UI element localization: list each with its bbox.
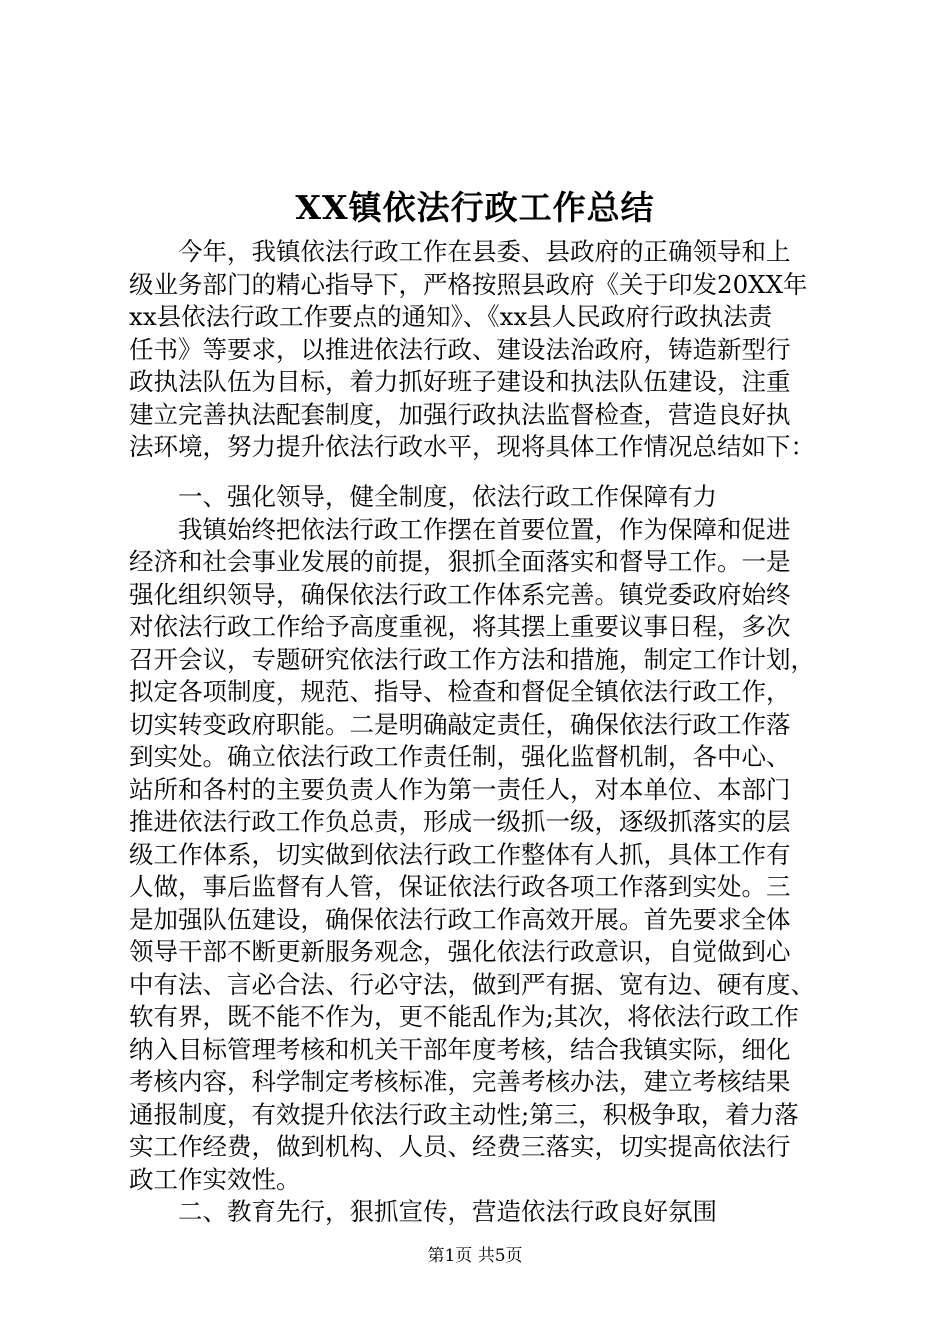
section-one [129,481,829,1229]
text-line: 政执法队伍为目标，着力抓好班子建设和执法队伍建设，注重 [129,367,791,396]
text-line: 切实转变政府职能。二是明确敲定责任，确保依法行政工作落 [129,709,791,739]
text-line: 实工作经费，做到机构、人员、经费三落实，切实提高依法行 [129,1132,791,1161]
text-line: 强化组织领导，确保依法行政工作体系完善。镇党委政府始终 [129,579,791,609]
text-line: 对依法行政工作给予高度重视，将其摆上重要议事日程，多次 [129,612,791,641]
text-line: 站所和各村的主要负责人作为第一责任人，对本单位、本部门 [129,774,791,804]
text-line: 经济和社会事业发展的前提，狠抓全面落实和督导工作。一是 [129,547,791,576]
text-line: 软有界，既不能不作为，更不能乱作为;其次，将依法行政工作 [129,1002,799,1031]
section-heading: 一、强化领导，健全制度，依法行政工作保障有力 [129,482,717,511]
text-line: 拟定各项制度，规范、指导、检查和督促全镇依法行政工作， [129,677,791,706]
text-line: 通报制度，有效提升依法行政主动性;第三，积极争取，着力落 [129,1099,799,1129]
text-line: 纳入目标管理考核和机关干部年度考核，结合我镇实际，细化 [129,1034,791,1064]
text-line: 我镇始终把依法行政工作摆在首要位置，作为保障和促进 [129,514,791,544]
text-line: 法环境，努力提升依法行政水平，现将具体工作情况总结如下： [129,432,815,461]
text-line: xx县依法行政工作要点的通知》、《xx县人民政府行政执法责 [129,302,773,331]
text-line: 召开会议，专题研究依法行政工作方法和措施，制定工作计划， [129,644,815,674]
text-line: 中有法、言必合法、行必守法，做到严有据、宽有边、硬有度、 [129,969,815,999]
text-line: 级工作体系，切实做到依法行政工作整体有人抓，具体工作有 [129,839,791,869]
text-line: 考核内容，科学制定考核标准，完善考核办法，建立考核结果 [129,1067,791,1096]
text-line: 人做，事后监督有人管，保证依法行政各项工作落到实处。三 [129,872,791,901]
text-line: 级业务部门的精心指导下，严格按照县政府《关于印发20XX年 [129,269,808,299]
text-line: 政工作实效性。 [129,1164,301,1194]
text-line: 建立完善执法配套制度，加强行政执法监督检查，营造良好执 [129,399,791,429]
text-line: 到实处。确立依法行政工作责任制，强化监督机制，各中心、 [129,742,791,771]
text-line: 推进依法行政工作负总责，形成一级抓一级，逐级抓落实的层 [129,807,791,836]
text-line: 是加强队伍建设，确保依法行政工作高效开展。首先要求全体 [129,904,791,934]
section-heading: 二、教育先行，狠抓宣传，营造依法行政良好氛围 [129,1197,717,1226]
document-title: XX镇依法行政工作总结 [295,188,655,227]
intro-paragraph [129,236,829,464]
text-line: 任书》等要求，以推进依法行政、建设法治政府，铸造新型行 [129,334,791,364]
text-line: 领导干部不断更新服务观念，强化依法行政意识，自觉做到心 [129,937,791,966]
page-number: 第1页 共5页 [427,1246,523,1266]
text-line: 今年，我镇依法行政工作在县委、县政府的正确领导和上 [129,237,791,266]
